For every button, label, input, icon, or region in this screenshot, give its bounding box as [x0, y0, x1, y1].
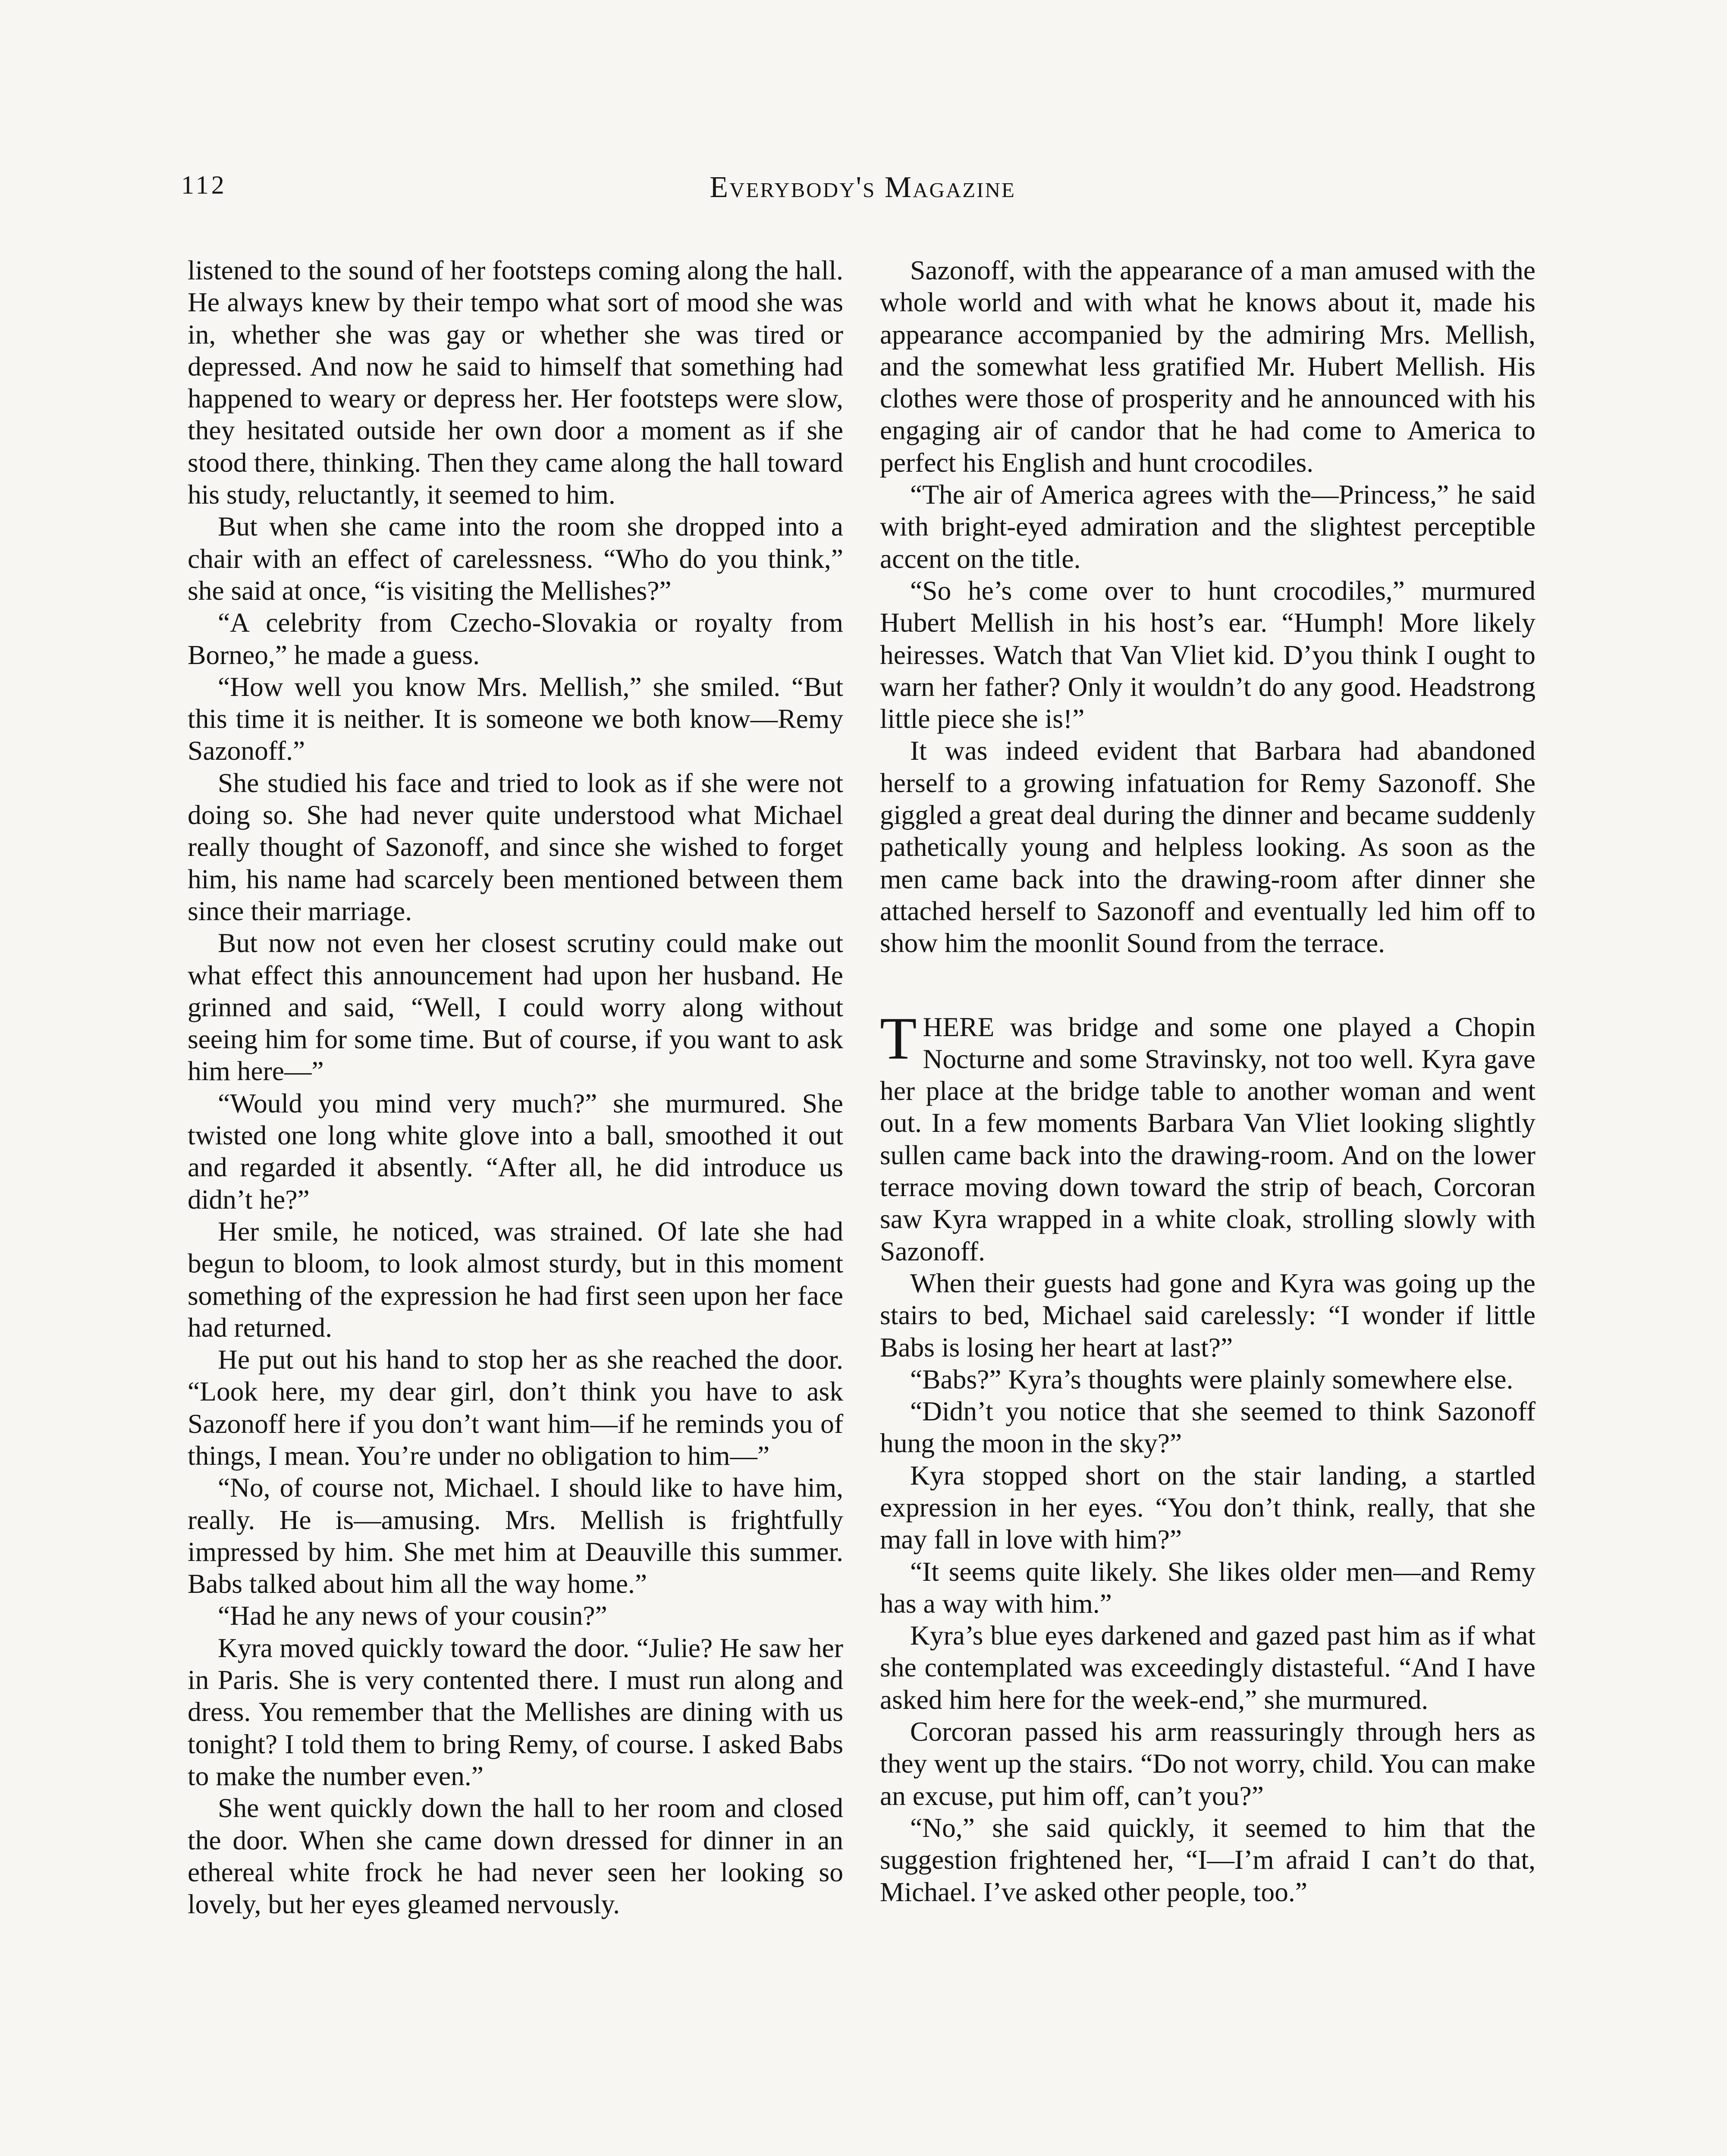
paragraph: She studied his face and tried to look as if she were not doing so. She had never quite understood what Michael really thought of Sazonoff, and since she wished to forget him, his name had scarcely been mentioned between them since their marriage. — [188, 767, 843, 926]
paragraph: Sazonoff, with the appearance of a man amused with the whole world and with what he knows about it, made his appearance accompanied by the admiring Mrs. Mellish, and the somewhat less gratified Mr. Hubert Mellish. His clothes were those of prosperity and he announced with his engaging air of candor that he had come to America to perfect his English and hunt crocodiles. — [880, 255, 1535, 478]
paragraph: When their guests had gone and Kyra was going up the stairs to bed, Michael said carelessly: “I wonder if little Babs is losing her heart at last?” — [880, 1267, 1535, 1363]
paragraph: “Babs?” Kyra’s thoughts were plainly somewhere else. — [910, 1363, 1513, 1395]
page-header — [181, 170, 1544, 218]
paragraph: She went quickly down the hall to her room and closed the door. When she came down dressed for dinner in an ethereal white frock he had never seen her looking so lovely, but her eyes gleamed nervously. — [188, 1792, 843, 1920]
page-number: 112 — [181, 171, 227, 199]
paragraph: But now not even her closest scrutiny could make out what effect this announcement had upon her husband. He grinned and said, “Well, I could worry along without seeing him for some time. But of course, if you want to ask him here—” — [188, 928, 843, 1087]
section-text: HERE was bridge and some one played a Chopin Nocturne and some Stravinsky, not too well. Kyra gave her place at the bridge table to another woman and went out. In a few moments Barbara Van Vliet looking slightly sullen came back into the drawing-room. And on the lower terrace moving down toward the strip of beach, Corcoran saw Kyra wrapped in a white cloak, strolling slowly with Sazonoff. — [880, 1011, 1535, 1266]
paragraph: “No, of course not, Michael. I should like to have him, really. He is—amusing. Mrs. Mellish is frightfully impressed by him. She met him at Deauville this summer. Babs talked about him all the way home.” — [188, 1472, 843, 1599]
paragraph: “It seems quite likely. She likes older men—and Remy has a way with him.” — [880, 1556, 1535, 1619]
paragraph: He put out his hand to stop her as she reached the door. “Look here, my dear girl, don’t think you have to ask Sazonoff here if you don’t want him—if he reminds you of things, I mean. You’re under no obligation to him—” — [188, 1344, 843, 1471]
paragraph: Kyra’s blue eyes darkened and gazed past him as if what she contemplated was exceedingly distasteful. “And I have asked him here for the week-end,” she murmured. — [880, 1620, 1535, 1715]
paragraph: Kyra stopped short on the stair landing, a startled expression in her eyes. “You don’t think, really, that she may fall in love with him?” — [880, 1460, 1535, 1555]
paragraph: “A celebrity from Czecho-Slovakia or royalty from Borneo,” he made a guess. — [188, 607, 843, 670]
paragraph: Kyra moved quickly toward the door. “Julie? He saw her in Paris. She is very contented there. I must run along and dress. You remember that the Mellishes are dining with us tonight? I told them to bring Remy, of course. I asked Babs to make the number even.” — [188, 1632, 843, 1791]
paragraph: “The air of America agrees with the—Princess,” he said with bright-eyed admiration and the slightest perceptible accent on the title. — [880, 479, 1535, 574]
paragraph: “Had he any news of your cousin?” — [218, 1600, 607, 1631]
magazine-title: Everybody's Magazine — [710, 171, 1016, 204]
paragraph: “So he’s come over to hunt crocodiles,” murmured Hubert Mellish in his host’s ear. “Humph! More likely heiresses. Watch that Van Vliet kid. D’you think I ought to warn her father? Only it wouldn’t do any good. Headstrong little piece she is!” — [880, 575, 1535, 734]
paragraph: But when she came into the room she dropped into a chair with an effect of carelessness. “Who do you think,” she said at once, “is visiting the Mellishes?” — [188, 511, 843, 606]
paragraph: listened to the sound of her footsteps coming along the hall. He always knew by their tempo what sort of mood she was in, whether she was gay or whether she was tired or depressed. And now he said to himself that something had happened to weary or depress her. Her footsteps were slow, they hesitated outside her own door a moment as if she stood there, thinking. Then they came along the hall toward his study, reluctantly, it seemed to him. — [188, 255, 843, 510]
paragraph: “No,” she said quickly, it seemed to him that the suggestion frightened her, “I—I’m afraid I can’t do that, Michael. I’ve asked other people, too.” — [880, 1812, 1535, 1907]
right-column — [880, 254, 1535, 1908]
paragraph: Corcoran passed his arm reassuringly through hers as they went up the stairs. “Do not worry, child. You can make an excuse, put him off, can’t you?” — [880, 1716, 1535, 1811]
left-column — [188, 254, 843, 1920]
paragraph: “How well you know Mrs. Mellish,” she smiled. “But this time it is neither. It is someone we both know—Remy Sazonoff.” — [188, 671, 843, 766]
drop-cap: T — [880, 1005, 917, 1072]
paragraph: Her smile, he noticed, was strained. Of late she had begun to bloom, to look almost sturdy, but in this moment something of the expression he had first seen upon her face had returned. — [188, 1216, 843, 1343]
paragraph: “Didn’t you notice that she seemed to think Sazonoff hung the moon in the sky?” — [880, 1396, 1535, 1459]
section-opening-paragraph — [880, 1005, 1535, 1267]
paragraph: It was indeed evident that Barbara had abandoned herself to a growing infatuation for Remy Sazonoff. She giggled a great deal during the dinner and became suddenly pathetically young and helpless looking. As soon as the men came back into the drawing-room after dinner she attached herself to Sazonoff and eventually led him off to show him the moonlit Sound from the terrace. — [880, 735, 1535, 959]
paragraph: “Would you mind very much?” she murmured. She twisted one long white glove into a ball, smoothed it out and regarded it absently. “After all, he did introduce us didn’t he?” — [188, 1087, 843, 1215]
